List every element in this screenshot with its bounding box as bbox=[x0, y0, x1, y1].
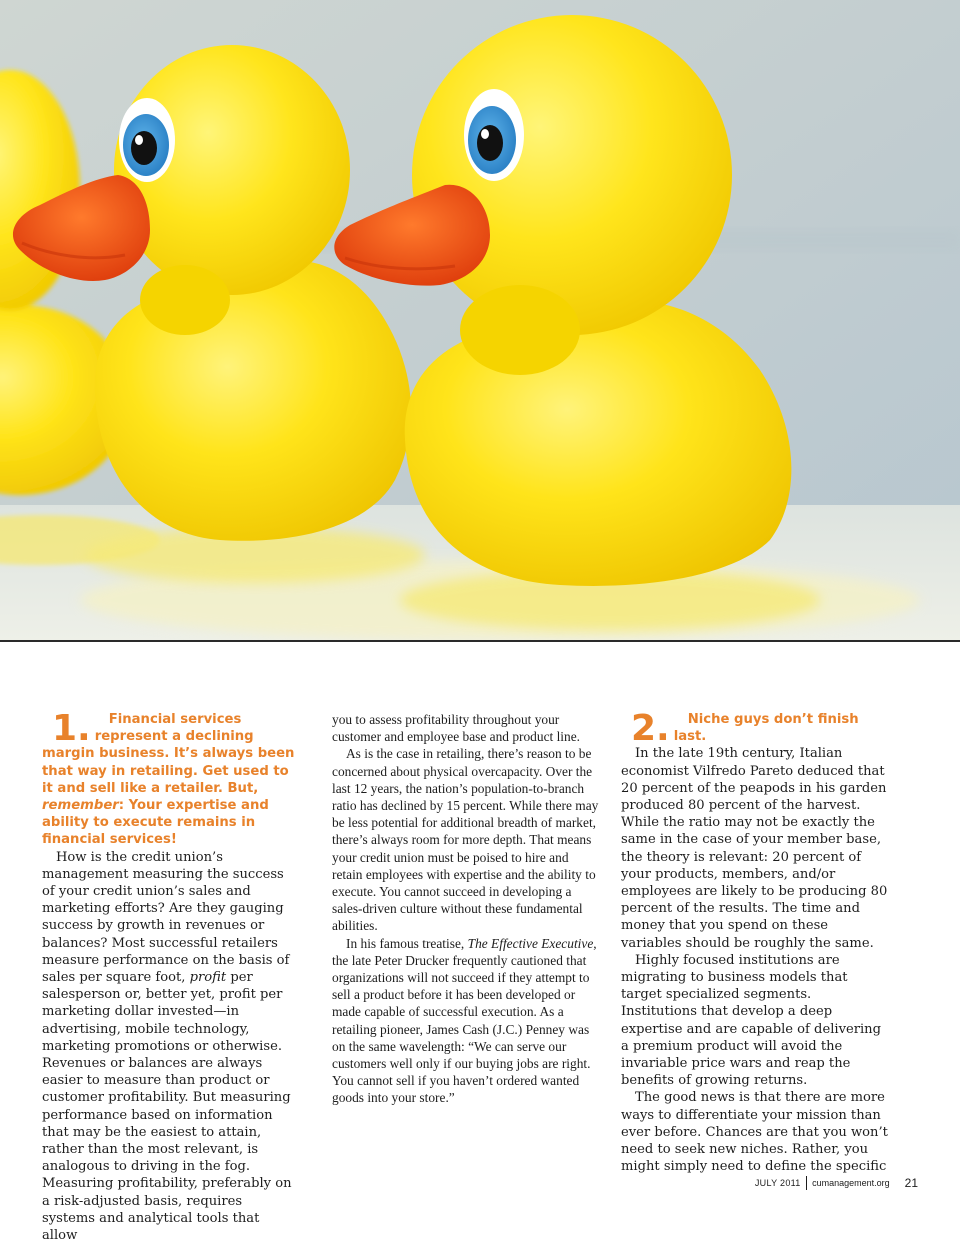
section-1-lead-main: Financial services represent a declining margin business. It’s always been that way in retailing. Get used to it and sell like a retailer. But, bbox=[42, 712, 295, 796]
section-1-paragraph-1 bbox=[42, 849, 298, 1244]
section-1-lead-tail: : Your expertise and ability to execute remains in financial services! bbox=[42, 798, 269, 848]
section-2-paragraph-2: Highly focused institutions are migrating to business models that target specialized segments. Institutions that develop a deep expertise and are capable of delivering a premium product will avoid the invariable price wars and reap the benefits of growing returns. bbox=[621, 952, 881, 1089]
section-1-p1-end: per salesperson or, better yet, profit per marketing dollar invested—in advertising, mobile technology, marketing promotions or otherwise. Revenues or balances are always easier to measure than product or customer profitability. But measuring performance based on information that may be the easiest to attain, rather than the most relevant, is analogous to driving in the fog. Measuring profitability, preferably on a risk-adjusted basis, requires systems and analytical tools that allow bbox=[42, 970, 292, 1244]
section-1-lead bbox=[42, 708, 298, 849]
section-1-p4-start: In his famous treatise, bbox=[346, 935, 465, 951]
section-1-paragraph-3: As is the case in retailing, there’s reason to be concerned about physical overcapacity. Over the last 12 years, the nation’s population-to-branch ratio has declined by 15 percent. While there may be less potential for additional breadth of market, there’s always room for more depth. That means your credit union must be poised to hire and retain employees with expertise and the ability to execute. You cannot succeed in developing a sales-driven culture without these fundamental abilities. bbox=[332, 746, 599, 934]
hero-bottom-rule bbox=[0, 640, 960, 642]
section-1-p1-italic: profit bbox=[189, 970, 227, 986]
article-column-1 bbox=[42, 708, 298, 1244]
section-2-numeral: 2. bbox=[631, 708, 670, 749]
page-footer bbox=[755, 1176, 918, 1190]
section-1-paragraph-2: you to assess profitability throughout your customer and employee base and product line. bbox=[332, 712, 581, 745]
article-column-2 bbox=[332, 711, 602, 1107]
section-1-numeral: 1. bbox=[52, 708, 91, 749]
section-1-paragraph-4 bbox=[332, 935, 602, 1107]
section-1-p4-end: , the late Peter Drucker frequently cautioned that organizations will not succeed if they attempt to sell a product before it has been developed or made capable of successful execution. As a retailing pioneer, James Cash (J.C.) Penney was on the same wavelength: “We can serve our customers well only if our buying jobs are right. You cannot sell if you haven’t ordered wanted goods into your store.” bbox=[332, 935, 597, 1106]
section-1-lead-emphasis: remember bbox=[42, 798, 119, 814]
footer-separator bbox=[806, 1176, 808, 1190]
footer-website: cumanagement.org bbox=[812, 1178, 890, 1188]
section-2-lead-text: Niche guys don’t finish last. bbox=[673, 712, 859, 745]
section-2-paragraph-1: In the late 19th century, Italian economist Vilfredo Pareto deduced that 20 percent of the peapods in his garden produced 80 percent of the harvest. While the ratio may not be exactly the same in the case of your member base, the theory is relevant: 20 percent of your products, members, and/or employees are likely to be producing 80 percent of the results. The time and money that you spend on these variables should be roughly the same. bbox=[621, 746, 888, 951]
book-title: The Effective Executive bbox=[467, 935, 594, 951]
article-column-3 bbox=[621, 708, 889, 1175]
section-2-paragraph-3: The good news is that there are more ways to differentiate your mission than ever before. Chances are that you won’t need to seek new niches. Rather, you might simply need to define the specific bbox=[621, 1090, 888, 1175]
section-2-lead bbox=[621, 708, 889, 749]
page-number: 21 bbox=[904, 1176, 918, 1190]
section-1-p1-start: How is the credit union’s management measuring the success of your credit union’s sales and marketing efforts? Are they gauging success by growth in revenues or balances? Most successful retailers measure performance on the basis of sales per square foot, bbox=[42, 849, 290, 986]
footer-issue-date: JULY 2011 bbox=[754, 1178, 801, 1188]
